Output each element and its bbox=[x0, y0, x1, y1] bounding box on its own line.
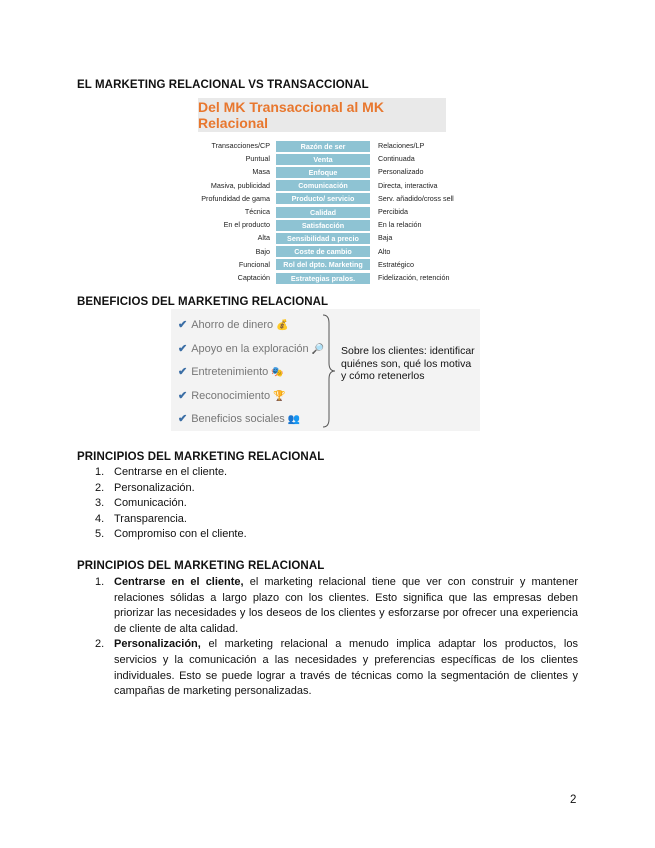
benefit-label: Reconocimiento bbox=[191, 389, 271, 402]
list-paragraph: el marketing relacional a menudo implica adaptar los productos, los servicios y la comunicación a las necesidades y preferencias específicas de los clientes individuales. Esto se puede lograr a través de técnicas como la segmentación de clientes y campañas de marketing personalizadas. bbox=[114, 638, 578, 698]
row-transaccional: Alta bbox=[257, 233, 270, 243]
heading-principios-1: PRINCIPIOS DEL MARKETING RELACIONAL bbox=[77, 451, 325, 463]
list-paragraph: el marketing relacional tiene que ver con construir y mantener relaciones sólidas a largo plazo con los clientes. Esto significa que las empresas deben priorizar las necesidades y los deseos de los clientes y esforzarse por ofrecer una experiencia de cliente de alta calidad. bbox=[114, 576, 579, 635]
principles-list bbox=[95, 465, 247, 543]
row-relacional: Relaciones/LP bbox=[378, 141, 425, 150]
benefit-emoji-icon: 👥 bbox=[287, 414, 301, 425]
list-number: 2. bbox=[95, 638, 105, 651]
benefit-item bbox=[178, 389, 286, 402]
benefits-side-text: Sobre los clientes: identificar quiénes son, qué los motiva y cómo retenerlos bbox=[341, 345, 475, 382]
list-item bbox=[95, 465, 247, 481]
row-relacional: Directa, interactiva bbox=[378, 180, 438, 190]
row-transaccional: Masa bbox=[252, 167, 270, 177]
check-icon: ✔ bbox=[178, 342, 188, 355]
benefit-label: Ahorro de dinero bbox=[191, 319, 274, 331]
row-dimension: Estrategias pralos. bbox=[276, 273, 370, 284]
list-item bbox=[95, 481, 247, 497]
benefit-item bbox=[178, 412, 300, 425]
list-text: Transparencia. bbox=[114, 512, 187, 525]
list-item bbox=[95, 637, 578, 699]
row-relacional: Percibida bbox=[378, 207, 408, 216]
row-transaccional: Masiva, publicidad bbox=[210, 180, 270, 190]
benefit-emoji-icon: 🏆 bbox=[273, 390, 286, 402]
figure-beneficios bbox=[171, 309, 480, 431]
figure-row bbox=[198, 272, 450, 284]
benefit-label: Apoyo en la exploración bbox=[191, 342, 309, 355]
row-relacional: En la relación bbox=[378, 220, 422, 230]
figure-row bbox=[198, 246, 446, 258]
brace-icon bbox=[321, 313, 339, 429]
list-number: 3. bbox=[95, 497, 105, 510]
row-relacional: Estratégico bbox=[378, 259, 414, 269]
benefit-item bbox=[178, 342, 324, 355]
row-transaccional: Bajo bbox=[255, 246, 270, 256]
figure-row bbox=[198, 219, 446, 231]
figure-row bbox=[198, 140, 446, 152]
list-item bbox=[95, 512, 247, 528]
row-transaccional: Captación bbox=[237, 273, 270, 282]
benefit-item bbox=[178, 365, 284, 378]
list-bold-lead: Centrarse en el cliente, bbox=[114, 576, 244, 588]
list-number: 1. bbox=[95, 466, 105, 478]
figure-row bbox=[198, 193, 454, 205]
row-relacional: Personalizado bbox=[378, 167, 424, 177]
list-bold-lead: Personalización, bbox=[114, 638, 201, 651]
list-item bbox=[95, 527, 247, 543]
list-number: 5. bbox=[95, 528, 105, 541]
row-relacional: Fidelización, retención bbox=[378, 273, 450, 282]
check-icon: ✔ bbox=[178, 366, 188, 378]
benefit-emoji-icon: 🎭 bbox=[271, 367, 284, 378]
check-icon: ✔ bbox=[178, 319, 188, 331]
row-dimension: Calidad bbox=[276, 207, 370, 218]
row-transaccional: Técnica bbox=[244, 207, 270, 216]
row-transaccional: En el producto bbox=[223, 220, 270, 230]
figure-row bbox=[198, 206, 446, 218]
row-relacional: Continuada bbox=[378, 154, 415, 164]
heading-marketing-relacional-vs-transaccional: EL MARKETING RELACIONAL VS TRANSACCIONAL bbox=[77, 79, 369, 91]
row-dimension: Producto/ servicio bbox=[276, 193, 370, 204]
list-text: Compromiso con el cliente. bbox=[114, 528, 247, 541]
row-relacional: Serv. añadido/cross sell bbox=[378, 193, 454, 203]
principles-detail-list bbox=[95, 575, 578, 700]
row-transaccional: Transacciones/CP bbox=[211, 141, 270, 150]
figure-row bbox=[198, 166, 446, 178]
benefit-label: Entretenimiento bbox=[191, 366, 269, 378]
row-relacional: Baja bbox=[378, 233, 393, 243]
row-dimension: Enfoque bbox=[276, 167, 370, 178]
benefit-emoji-icon: 🔎 bbox=[311, 343, 325, 355]
row-dimension: Razón de ser bbox=[276, 141, 370, 152]
list-item bbox=[95, 575, 578, 637]
list-number: 2. bbox=[95, 481, 105, 494]
figure-row bbox=[198, 153, 446, 165]
benefit-label: Beneficios sociales bbox=[191, 413, 285, 425]
row-dimension: Rol del dpto. Marketing bbox=[276, 259, 370, 270]
figure-transaccional-vs-relacional bbox=[198, 98, 454, 284]
page-number: 2 bbox=[570, 794, 577, 806]
list-item bbox=[95, 496, 247, 512]
row-relacional: Alto bbox=[378, 246, 391, 256]
list-number: 4. bbox=[95, 512, 105, 525]
row-dimension: Venta bbox=[276, 154, 370, 165]
figure-row bbox=[198, 232, 446, 244]
row-dimension: Sensibilidad a precio bbox=[276, 233, 370, 244]
row-dimension: Comunicación bbox=[276, 180, 370, 191]
row-transaccional: Profundidad de gama bbox=[201, 193, 270, 203]
list-text: Comunicación. bbox=[114, 497, 187, 510]
row-transaccional: Funcional bbox=[238, 259, 270, 269]
check-icon: ✔ bbox=[178, 413, 188, 425]
list-text: Personalización. bbox=[114, 481, 195, 494]
figure-row bbox=[198, 259, 446, 271]
figure-row bbox=[198, 180, 446, 192]
list-number: 1. bbox=[95, 576, 105, 588]
check-icon: ✔ bbox=[178, 389, 188, 402]
row-dimension: Coste de cambio bbox=[276, 246, 370, 257]
row-dimension: Satisfacción bbox=[276, 220, 370, 231]
benefit-emoji-icon: 💰 bbox=[276, 320, 289, 331]
list-text: Centrarse en el cliente. bbox=[114, 466, 228, 478]
heading-principios-2: PRINCIPIOS DEL MARKETING RELACIONAL bbox=[77, 560, 325, 572]
heading-beneficios: BENEFICIOS DEL MARKETING RELACIONAL bbox=[77, 296, 329, 308]
figure-banner: Del MK Transaccional al MK Relacional bbox=[198, 98, 446, 132]
benefit-item bbox=[178, 318, 289, 331]
row-transaccional: Puntual bbox=[245, 154, 270, 164]
